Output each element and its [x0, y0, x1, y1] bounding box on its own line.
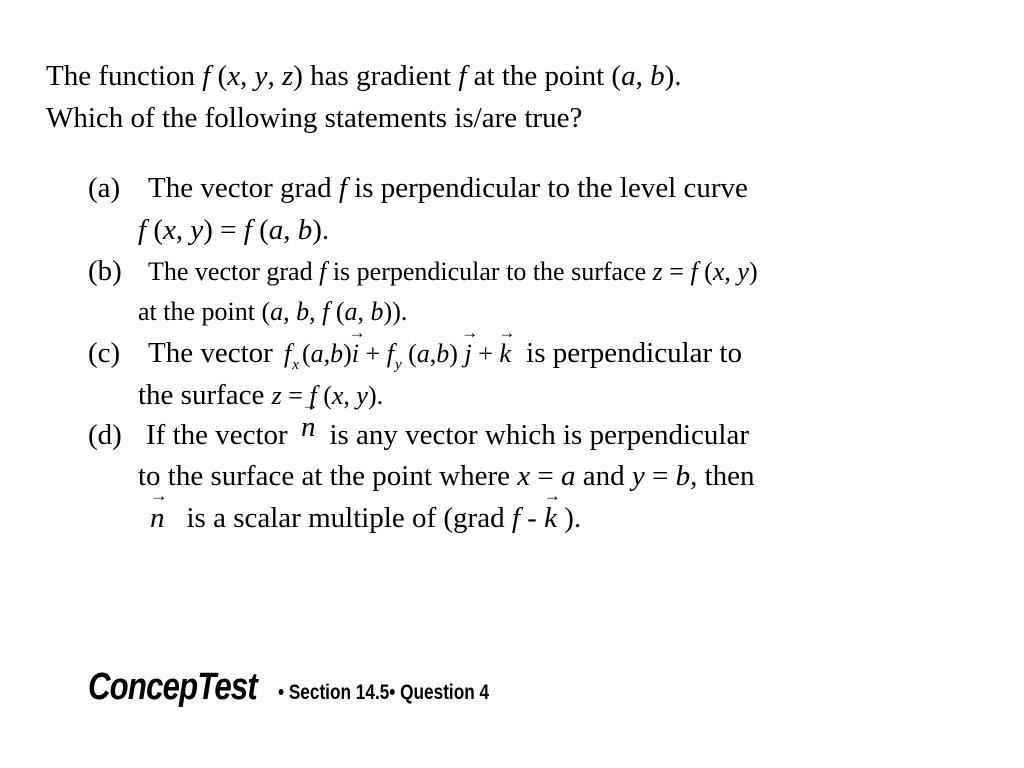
option-a-label: (a) — [88, 172, 121, 204]
unit-vector-k-second: → k — [544, 504, 557, 533]
option-b-line-1: (b) The vector grad f is perpendicular to the surface z = f (x, y) — [88, 255, 758, 287]
unit-vector-j: → j — [464, 341, 471, 367]
vector-n-second: → n — [150, 504, 165, 533]
option-c-line-1: (c) The vector $f_x$ $(a,b)\to i + f_y$ (a,b) → j + → k is perpendicular to — [88, 339, 742, 368]
option-d-label: (d) — [88, 419, 122, 451]
option-b-line-2: at the point (a, b, f (a, b)). — [138, 297, 408, 326]
question-line-1: The function f (x, y, z) has gradient f at the point (a, b). — [46, 60, 682, 92]
option-a-line-1: (a) The vector grad f is perpendicular to the level curve — [88, 172, 748, 204]
option-b-label: (b) — [88, 255, 122, 287]
unit-vector-k: → k — [499, 341, 511, 367]
footer-section: • Section 14.5• Question 4 — [278, 681, 490, 704]
vector-n: → n — [301, 413, 316, 442]
option-c-formula: $f_x$ $(a,b)\to i + f_y$ (a,b) → j + → k — [284, 339, 511, 368]
option-d-line-3: → n is a scalar multiple of (grad f - → k ). — [150, 504, 581, 533]
option-a-line-2: f (x, y) = f (a, b). — [138, 214, 330, 246]
option-d-line-2: to the surface at the point where x = a and y = b, then — [138, 460, 755, 492]
unit-vector-i: → i — [352, 341, 359, 367]
option-d-line-1: (d) If the vector → n is any vector which is perpendicular — [88, 421, 749, 450]
option-c-label: (c) — [88, 337, 121, 369]
footer-title: ConcepTest — [88, 666, 257, 708]
question-line-2: Which of the following statements is/are true? — [46, 102, 583, 134]
footer — [88, 668, 535, 706]
option-c-line-2: the surface z = f (x, y). — [138, 379, 384, 411]
